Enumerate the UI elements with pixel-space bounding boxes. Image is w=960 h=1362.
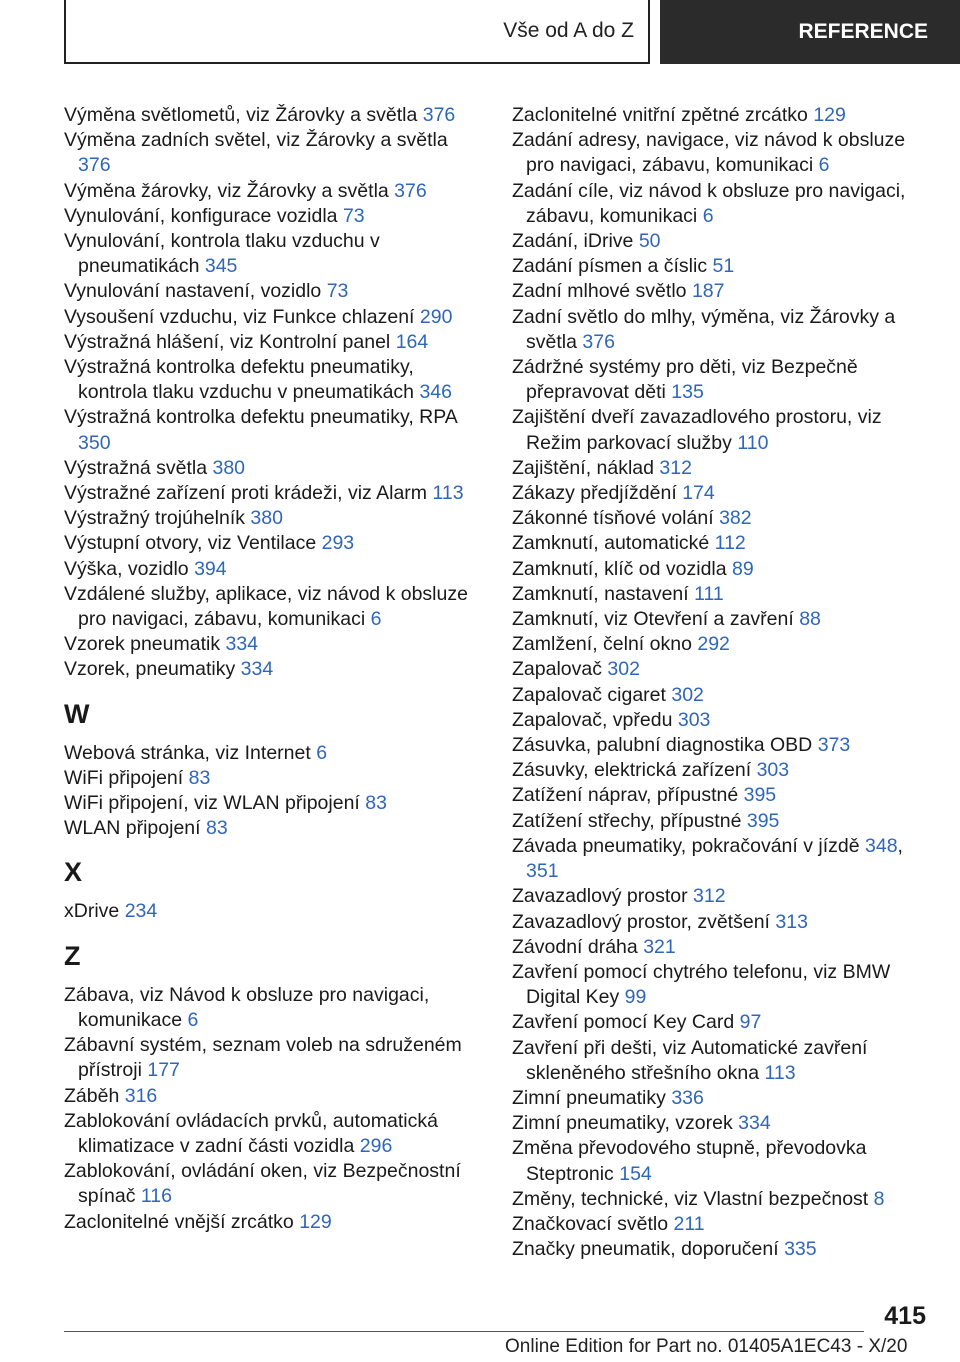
index-entry bbox=[512, 582, 932, 607]
index-entry bbox=[64, 791, 484, 816]
index-entry bbox=[64, 506, 484, 531]
index-entry bbox=[512, 657, 932, 682]
index-entry bbox=[512, 708, 932, 733]
index-entry bbox=[64, 405, 484, 455]
index-entry bbox=[64, 355, 484, 405]
page-reference-link[interactable]: 73 bbox=[326, 280, 349, 303]
page-reference-link[interactable]: 113 bbox=[764, 1061, 796, 1084]
index-entry bbox=[64, 330, 484, 355]
index-entry-text: Výstražná hlášení, viz Kontrolní panel bbox=[64, 330, 391, 353]
footer-edition-text: Online Edition for Part no. 01405A1EC43 - X/20 bbox=[505, 1336, 908, 1357]
page-reference-link[interactable]: 112 bbox=[714, 532, 746, 555]
index-entry-text: Zapalovač bbox=[512, 658, 602, 681]
page-reference-link[interactable]: 313 bbox=[775, 910, 808, 933]
page-reference-link[interactable]: 50 bbox=[638, 230, 661, 253]
index-entry bbox=[512, 279, 932, 304]
index-entry-text: Zádržné systémy pro děti, viz Bezpečně přepravovat děti bbox=[512, 356, 858, 404]
index-entry-text: Zatížení střechy, přípustné bbox=[512, 809, 742, 832]
index-entry-text: Výstražná kontrolka defektu pneumatiky, RPA bbox=[64, 406, 457, 429]
page-reference-link[interactable]: 321 bbox=[643, 935, 676, 958]
index-entry-text: Výměna zadních světel, viz Žárovky a světla bbox=[64, 129, 448, 152]
index-entry-text: Vzorek, pneumatiky bbox=[64, 658, 236, 681]
page-reference-link[interactable]: 394 bbox=[194, 557, 227, 580]
index-entry-text: Zadání cíle, viz návod k obsluze pro navigaci, zábavu, komunikaci bbox=[512, 179, 906, 227]
index-entry-text: Zábava, viz Návod k obsluze pro navigaci, komunikace bbox=[64, 983, 430, 1031]
index-entry bbox=[512, 179, 932, 229]
page-reference-link[interactable]: 73 bbox=[342, 204, 365, 227]
index-entry-text: Závodní dráha bbox=[512, 935, 638, 958]
index-entry bbox=[512, 960, 932, 1010]
page-reference-link[interactable]: 312 bbox=[693, 885, 726, 908]
index-entry bbox=[512, 557, 932, 582]
index-entry: Závada pneumatiky, pokračování v jízdě 348, 351 bbox=[512, 834, 903, 883]
page-reference-link[interactable]: 303 bbox=[756, 759, 790, 782]
page-reference-link[interactable]: 113 bbox=[432, 482, 464, 505]
index-entry bbox=[64, 632, 484, 657]
index-entry bbox=[512, 531, 932, 556]
index-entry bbox=[512, 1036, 932, 1086]
page-reference-link[interactable]: 382 bbox=[719, 507, 752, 530]
index-entry bbox=[64, 481, 484, 506]
page-reference-link[interactable]: 6 bbox=[187, 1008, 199, 1031]
page-reference-link[interactable]: 302 bbox=[607, 658, 640, 681]
page-reference-link[interactable]: 83 bbox=[365, 792, 387, 815]
index-entry bbox=[64, 1033, 484, 1083]
index-entry-text: Zadání adresy, navigace, viz návod k obsluze pro navigaci, zábavu, komunikaci bbox=[512, 129, 906, 177]
index-entry bbox=[512, 254, 932, 279]
page-reference-link[interactable]: 164 bbox=[395, 330, 429, 353]
index-entry-text: Zadání písmen a číslic bbox=[512, 255, 708, 278]
index-entry bbox=[512, 456, 932, 481]
section-title: Vše od A do Z bbox=[503, 19, 634, 42]
index-entry-text: Výstražný trojúhelník bbox=[64, 507, 245, 530]
index-entry-text: Zablokování ovládacích prvků, automatická klimatizace v zadní části vozidla bbox=[64, 1109, 438, 1157]
page-reference-link[interactable]: 154 bbox=[619, 1162, 652, 1185]
index-letter-heading: W bbox=[64, 698, 90, 729]
page-reference-link[interactable]: 135 bbox=[671, 381, 704, 404]
page-reference-link[interactable]: 88 bbox=[799, 608, 821, 631]
page-reference-link[interactable]: 6 bbox=[370, 608, 382, 631]
page-reference-link[interactable]: 335 bbox=[784, 1238, 817, 1261]
index-letter-heading: X bbox=[64, 857, 83, 888]
index-entry bbox=[64, 1210, 484, 1235]
page-reference-link[interactable]: 395 bbox=[746, 809, 780, 832]
page-reference-link[interactable]: 51 bbox=[712, 255, 735, 278]
index-entry-text: Zamlžení, čelní okno bbox=[512, 633, 692, 656]
index-entry-text: Zamknutí, viz Otevření a zavření bbox=[512, 608, 794, 631]
page-reference-link[interactable]: 376 bbox=[78, 154, 111, 177]
page-reference-link[interactable]: 177 bbox=[147, 1059, 180, 1082]
chapter-title: REFERENCE bbox=[798, 20, 928, 43]
index-entry-text: Webová stránka, viz Internet bbox=[64, 741, 311, 764]
section-title-tab bbox=[64, 0, 650, 64]
index-entry-text: Zásuvka, palubní diagnostika OBD bbox=[512, 734, 813, 757]
page-reference-link[interactable]: 346 bbox=[419, 381, 452, 404]
index-entry-text: Zadní mlhové světlo bbox=[512, 280, 687, 303]
index-entry-text: Výstupní otvory, viz Ventilace bbox=[64, 532, 317, 555]
index-entry-text: Výstražné zařízení proti krádeži, viz Alarm bbox=[64, 482, 428, 505]
page-reference-link[interactable]: 8 bbox=[873, 1187, 885, 1210]
index-entry-text: Vynulování, konfigurace vozidla bbox=[64, 204, 338, 227]
index-entry bbox=[512, 1187, 932, 1212]
page-reference-link[interactable]: 380 bbox=[250, 507, 283, 530]
page-reference-link[interactable]: 174 bbox=[682, 482, 715, 505]
index-entry-text: Vynulování nastavení, vozidlo bbox=[64, 280, 322, 303]
page-reference-link[interactable]: 376 bbox=[394, 179, 427, 202]
index-entry-text: Zadní světlo do mlhy, výměna, viz Žárovky a světla bbox=[512, 305, 896, 353]
index-entry bbox=[512, 128, 932, 178]
index-entry bbox=[512, 935, 932, 960]
index-entry-text: Zamknutí, klíč od vozidla bbox=[512, 557, 727, 580]
index-entry-text: Změna převodového stupně, převodovka Steptronic bbox=[512, 1137, 867, 1185]
index-entry-text: Značkovací světlo bbox=[512, 1212, 669, 1235]
page-reference-link[interactable]: 293 bbox=[321, 532, 355, 555]
page-reference-link[interactable]: 97 bbox=[739, 1011, 762, 1034]
index-entry bbox=[64, 456, 484, 481]
index-entry bbox=[512, 355, 932, 405]
index-letter-heading: Z bbox=[64, 940, 81, 971]
index-entry bbox=[512, 1111, 932, 1136]
page-reference-link[interactable]: 6 bbox=[702, 204, 714, 227]
index-entry bbox=[64, 305, 484, 330]
page-reference-link[interactable]: 89 bbox=[732, 557, 754, 580]
index-entry bbox=[512, 1136, 932, 1186]
page-reference-link[interactable]: 334 bbox=[738, 1112, 771, 1135]
page-reference-link[interactable]: 6 bbox=[316, 741, 328, 764]
page-reference-link[interactable]: 129 bbox=[299, 1210, 332, 1233]
index-entry-text: Zajištění, náklad bbox=[512, 456, 654, 479]
index-entry bbox=[64, 1159, 484, 1209]
index-entry-text: xDrive bbox=[64, 900, 120, 923]
index-entry bbox=[512, 405, 932, 455]
index-entry-text: Zábavní systém, seznam voleb na sdruženém přístroji bbox=[64, 1034, 462, 1082]
footer-divider bbox=[64, 1331, 864, 1332]
index-entry-text: Zimní pneumatiky bbox=[512, 1086, 666, 1109]
index-entry-text: Zajištění dveří zavazadlového prostoru, viz Režim parkovací služby bbox=[512, 406, 882, 454]
index-entry-text: Zaclonitelné vnější zrcátko bbox=[64, 1210, 294, 1233]
index-entry-text: Závada pneumatiky, pokračování v jízdě bbox=[512, 834, 860, 857]
page-reference-link[interactable]: 376 bbox=[422, 104, 456, 126]
index-entry-text: Zákazy předjíždění bbox=[512, 482, 677, 505]
index-entry bbox=[512, 103, 932, 128]
page-reference-link[interactable]: 129 bbox=[813, 104, 846, 126]
index-entry-text: WiFi připojení, viz WLAN připojení bbox=[64, 792, 360, 815]
page-reference-link[interactable]: 110 bbox=[737, 431, 769, 454]
page-reference-link[interactable]: 373 bbox=[817, 734, 851, 757]
page-reference-link[interactable]: 348 bbox=[865, 834, 898, 857]
index-entry bbox=[512, 506, 932, 531]
page-reference-link[interactable]: 292 bbox=[697, 633, 730, 656]
page-reference-link[interactable]: 350 bbox=[78, 431, 111, 454]
index-entry bbox=[512, 783, 932, 808]
index-entry bbox=[512, 1212, 932, 1237]
index-entry-text: Zákonné tísňové volání bbox=[512, 507, 714, 530]
page-reference-link[interactable]: 296 bbox=[359, 1134, 393, 1157]
index-entry bbox=[64, 983, 484, 1033]
index-entry bbox=[64, 899, 484, 924]
page-reference-link[interactable]: 316 bbox=[124, 1084, 158, 1107]
index-entry-text: Zamknutí, automatické bbox=[512, 532, 710, 555]
index-entry-text: Zatížení náprav, přípustné bbox=[512, 784, 739, 807]
index-entry bbox=[512, 1237, 932, 1262]
page-reference-link[interactable]: 99 bbox=[624, 986, 647, 1009]
index-entry bbox=[512, 683, 932, 708]
page-reference-link[interactable]: 380 bbox=[212, 456, 246, 479]
page-number: 415 bbox=[884, 1302, 926, 1330]
index-entry-text: Výstražná světla bbox=[64, 456, 208, 479]
index-entry bbox=[512, 1086, 932, 1111]
index-entry bbox=[64, 229, 484, 279]
index-entry bbox=[512, 758, 932, 783]
page-reference-link[interactable]: 303 bbox=[677, 708, 711, 731]
page-reference-link[interactable]: 211 bbox=[673, 1212, 705, 1235]
index-entry-text: Výstražná kontrolka defektu pneumatiky, kontrola tlaku vzduchu v pneumatikách bbox=[64, 356, 415, 404]
index-entry bbox=[64, 557, 484, 582]
page-reference-link[interactable]: 116 bbox=[140, 1185, 172, 1208]
page-reference-link[interactable]: 376 bbox=[582, 330, 615, 353]
index-entry bbox=[512, 632, 932, 657]
index-entry bbox=[64, 816, 484, 841]
page-reference-link[interactable]: 234 bbox=[124, 900, 158, 923]
index-entry-text: Zablokování, ovládání oken, viz Bezpečnostní spínač bbox=[64, 1160, 461, 1208]
index-entry bbox=[512, 607, 932, 632]
chapter-title-tab[interactable] bbox=[660, 0, 960, 64]
index-entry bbox=[64, 1084, 484, 1109]
index-entry bbox=[64, 204, 484, 229]
index-entry-text: Zimní pneumatiky, vzorek bbox=[512, 1112, 733, 1135]
page-reference-link[interactable]: 111 bbox=[694, 582, 724, 605]
index-entry-text: Vzdálené služby, aplikace, viz návod k obsluze pro navigaci, zábavu, komunikaci bbox=[64, 582, 468, 631]
page-reference-link[interactable]: 345 bbox=[204, 255, 238, 278]
index-entry bbox=[64, 103, 484, 128]
page-reference-link[interactable]: 334 bbox=[240, 658, 274, 681]
page-reference-link[interactable]: 83 bbox=[188, 766, 211, 789]
index-entry-text: Zásuvky, elektrická zařízení bbox=[512, 759, 752, 782]
index-entry-text: Vzorek pneumatik bbox=[64, 633, 221, 656]
index-entry bbox=[512, 481, 932, 506]
index-entry bbox=[512, 733, 932, 758]
index-entry-text: Změny, technické, viz Vlastní bezpečnost bbox=[512, 1187, 869, 1210]
index-entry-text: Záběh bbox=[64, 1084, 120, 1107]
index-entry bbox=[64, 766, 484, 791]
index-entry-text: Zamknutí, nastavení bbox=[512, 582, 689, 605]
index-entry bbox=[64, 179, 484, 204]
index-entry bbox=[512, 305, 932, 355]
index-column-right bbox=[512, 103, 932, 1262]
index-column-left bbox=[64, 103, 484, 1235]
index-entry-text: Zavazadlový prostor bbox=[512, 885, 688, 908]
index-entry-text: Zavření pomocí Key Card bbox=[512, 1011, 735, 1034]
page-reference-link[interactable]: 6 bbox=[818, 154, 830, 177]
page-reference-link[interactable]: 351 bbox=[526, 860, 559, 883]
index-entry-text: Výška, vozidlo bbox=[64, 557, 189, 580]
index-entry bbox=[64, 582, 484, 632]
index-entry-text: Zavření pomocí chytrého telefonu, viz BMW Digital Key bbox=[512, 960, 891, 1009]
index-entry bbox=[64, 279, 484, 304]
index-entry-text: Vynulování, kontrola tlaku vzduchu v pneumatikách bbox=[64, 230, 380, 278]
page-reference-link[interactable]: 312 bbox=[659, 456, 692, 479]
page-reference-link[interactable]: 290 bbox=[419, 305, 453, 328]
page-reference-link[interactable]: 334 bbox=[225, 633, 259, 656]
index-entry bbox=[64, 128, 484, 178]
index-entry bbox=[512, 229, 932, 254]
index-entry bbox=[64, 1109, 484, 1159]
page-reference-link[interactable]: 302 bbox=[671, 683, 704, 706]
index-entry-text: WiFi připojení bbox=[64, 766, 184, 789]
index-entry-text: Výměna světlometů, viz Žárovky a světla bbox=[64, 104, 418, 126]
index-entry-text: Vysoušení vzduchu, viz Funkce chlazení bbox=[64, 305, 415, 328]
index-entry bbox=[64, 741, 484, 766]
page-reference-link[interactable]: 336 bbox=[671, 1086, 704, 1109]
index-entry-text: WLAN připojení bbox=[64, 817, 201, 840]
index-entry bbox=[64, 657, 484, 682]
index-entry bbox=[512, 809, 932, 834]
index-entry-text: Zaclonitelné vnitřní zpětné zrcátko bbox=[512, 104, 808, 126]
index-entry-text: Zadání, iDrive bbox=[512, 230, 634, 253]
index-entry bbox=[512, 1010, 932, 1035]
page-reference-link[interactable]: 187 bbox=[691, 280, 725, 303]
index-entry-text: Zapalovač, vpředu bbox=[512, 708, 673, 731]
index-entry-text: Zavření při dešti, viz Automatické zavření skleněného střešního okna bbox=[512, 1036, 868, 1084]
index-entry-text: Značky pneumatik, doporučení bbox=[512, 1238, 779, 1261]
index-entry-text: Výměna žárovky, viz Žárovky a světla bbox=[64, 179, 389, 202]
index-entry-text: Zavazadlový prostor, zvětšení bbox=[512, 910, 770, 933]
index-entry-text: Zapalovač cigaret bbox=[512, 683, 666, 706]
page-reference-link[interactable]: 83 bbox=[205, 817, 228, 840]
index-entry bbox=[512, 884, 932, 909]
index-entry bbox=[64, 531, 484, 556]
page-reference-link[interactable]: 395 bbox=[743, 784, 777, 807]
index-entry bbox=[512, 910, 932, 935]
